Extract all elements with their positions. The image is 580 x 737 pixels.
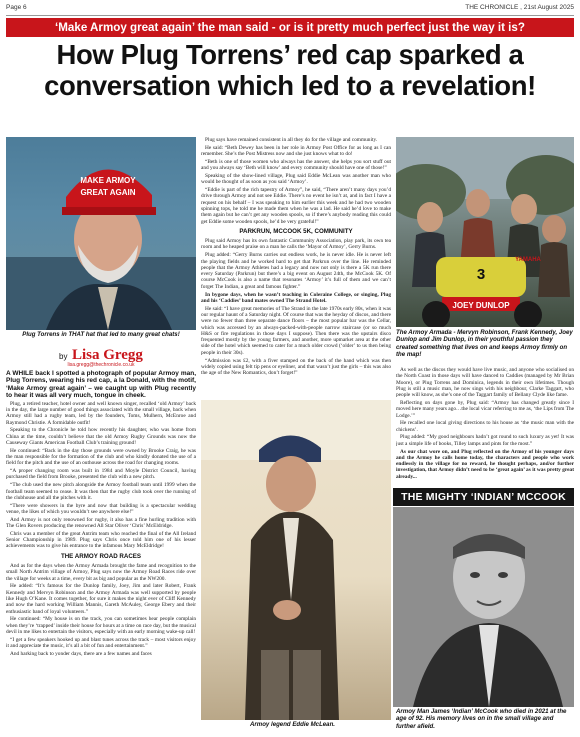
paragraph: Chris was a member of the great Antrim team who reached the final of the All Ireland Senior Championship in 1989. Plug says Chris once told him one of his lesser achievements was to give his entrance to the infamous Mary McEldridge! xyxy=(6,530,196,550)
byline xyxy=(6,346,196,368)
bike-brand: YAMAHA xyxy=(515,257,541,263)
paragraph: Plug says have remained consistent in all they do for the village and community. xyxy=(205,137,378,143)
paragraph: “The club used the new pitch alongside the Armoy football team until 1999 when the football team seemed to cease. It was then that the rugby club took over the running of the clubhouse and all the pitches with it. xyxy=(6,482,196,501)
lead-paragraph: A WHILE back I spotted a photograph of popular Armoy man, Plug Torrens, wearing his red cap, a la Donald, with the motif, ‘Make Armoy great again’ – we caught up with Plug recently to hear it was all very much, tongue in cheek. xyxy=(6,370,196,399)
mccook-banner: THE MIGHTY ‘INDIAN’ MCCOOK xyxy=(393,488,574,506)
article-column-1 xyxy=(6,370,196,730)
paragraph: Plug, a retired teacher, hotel owner and well known singer, recalled ‘old Armoy’ back in the day, the large number of good things associated with the small village, back when Armoy still had a rugby team, led by the founders, Toms, Mulhern, McEnroe and Raymond Christie. A formidable outfit! xyxy=(6,400,196,426)
eddie-mclean-caption: Armoy legend Eddie McLean. xyxy=(250,721,335,728)
paragraph: And Armoy is not only renowned for rugby, it also has a fine hurling tradition with The Glen Rovers producing the renowned All Star Oliver ‘Chris’ McEldridge. xyxy=(6,516,196,530)
subheading-road-races: THE ARMOY ROAD RACES xyxy=(60,552,142,560)
paragraph: “Beth is one of those women who always has the answer, she helps you sort stuff out and you always say ‘Beth will know’ and every community should have one of those!” xyxy=(201,158,391,172)
headline: How Plug Torrens’ red cap sparked a conversation which led to a revelation! xyxy=(44,39,536,101)
plug-torrens-photo xyxy=(6,137,196,330)
paragraph: He continued: “Back in the day those grounds were owned by Brooke Craig, he was the man responsible for the formation of the club and who kindly donated the use of a field for the pitch and the use of an outhouse across the road for changing rooms. xyxy=(6,447,196,467)
svg-text:MAKE ARMOY: MAKE ARMOY xyxy=(80,176,136,185)
paragraph: In bygone days, when he wasn’t teaching in Coleraine College, or singing, Plug and his ‘Caddies’ band mates owned The Strand Hotel. xyxy=(201,291,391,304)
header-rule xyxy=(6,15,574,16)
paragraph: “A proper changing room was built in 1984 and Moyle District Council, having purchased the field from Brooke, presented the club with a new pitch. xyxy=(6,468,196,481)
paragraph: And harking back to yonder days, there are a few names and faces xyxy=(10,650,152,657)
paragraph: Plug added: “My good neighbours hadn’t got round to such luxury as yet! It was just a simple life of books, Tilley lamps and pints for the most.” xyxy=(396,434,574,447)
mccook-photo xyxy=(393,507,574,707)
mccook-caption: Armoy Man James ‘Indian’ McCook who died in 2021 at the age of 92. His memory lives on in the small village and further afield. xyxy=(396,708,567,730)
paragraph: He continued: “My house is on the track, you can sometimes hear people complain when they’re ‘trapped’ inside their house for hours at a time on race day, but the musical devil in me likes to entertain the visitors, especially with an early morning wake-up call! xyxy=(6,616,196,635)
armoy-armada-caption: The Armoy Armada - Mervyn Robinson, Frank Kennedy, Joey Dunlop and Jim Dunlop, in their youthful passion they created something that lives on and keeps Armoy firmly on the map! xyxy=(396,329,573,359)
page-number: Page 6 xyxy=(6,4,27,11)
eddie-mclean-photo xyxy=(201,400,391,720)
armada-racers-illustration xyxy=(396,137,574,327)
author-name: Lisa Gregg xyxy=(71,347,143,363)
paragraph: He said: “I have great memories of The Strand in the late 1970s early 80s, when it was our regular haunt of a Saturday night. Of course that was the heyday of discos, and there were no fewer than three separate dance floors – the most popular bar was the Cellar, which was accessed by an always-packed-with-people narrow staircase (or so much H&S or fire regulations in those days I suppose). Then there was the upstairs disco frequented mostly by the young farmers, and another, more upmarket area at the other side of the hotel which seemed to cater for a much older crowd (‘older’ to us then being people in their 30s). xyxy=(201,305,391,356)
paragraph: He added: “It’s famous for the Dunlop family, Joey, Jim and later Robert, Frank Kennedy and Mervyn Robinson and the Armoy Armada was well supported by people like Hugh O’Kane. It comes together, for sure it makes the night ever of Cliff Kennedy and now the hard working William Mannis, Gareth McAuley, George Ebery and their enthusiastic band of loyal volunteers.” xyxy=(6,583,196,615)
plug-torrens-illustration xyxy=(6,137,196,330)
paragraph: He said: “Beth Dewey has been in her role in Armoy Post Office for as long as I can remember. She’s the Post Mistress now and she just knows what to do! xyxy=(201,144,391,158)
paragraph: Plug said Armoy has its own fantastic Community Association, play park, its own tea room and he heaped praise on a man he calls the ‘Mayor of Armoy’, Gerry Burns. xyxy=(201,238,391,251)
paragraph: “I get a few speakers hooked up and blast tunes across the track – most visitors enjoy it and appreciate the music, it’s all a bit of fun and entertainment.” xyxy=(6,636,196,650)
author-email: lisa.gregg@thechronicle.co.uk xyxy=(67,362,135,368)
plug-torrens-caption: Plug Torrens in THAT hat that led to many great chats! xyxy=(22,331,180,338)
running-header xyxy=(6,4,574,14)
paragraph: He recalled one local giving directions to his house as ‘the music man with the chickens’. xyxy=(396,420,574,433)
racing-number: 3 xyxy=(476,266,486,283)
paragraph: Speaking of the show-lined village, Plug said Eddie McLean was another man who would be thought of as soon as you said ‘Armoy’. xyxy=(201,172,391,186)
paragraph: “There were showers in the byre and now that building is a spectacular wedding venue, the likes of which you wouldn’t see anywhere else!” xyxy=(6,502,196,515)
paragraph: “Admission was £2, with a fiver stamped on the back of the hand which was then widely copied using felt tip pens or eyeliner, and that wasn’t just the girls – this was also the age of the New Romantics, don’t forget!” xyxy=(201,357,391,377)
paragraph: As our chat wore on, and Plug reflected on the Armoy of his younger days and the Armoy he calls home today, the characters and people who work endlessly in the village for no reward, he thought perhaps, and/or further investigation, that Armoy didn’t need to be ‘great again’ as it was pretty great already... xyxy=(396,448,574,480)
paragraph: As well as the discos they would have live music, and anyone who socialised on the North Coast in those days will have danced to Caddies (managed by Mr Brian Moore), or Plug Torrens and Dominica, legends in their own lifetimes. Though Plug is still a music man, he now sings with his neighbour, Clarke Taggart, who people will know, as she’s one of the Taggart family of Bellany Clyde like fame. xyxy=(396,367,574,399)
byline-by: by xyxy=(59,352,68,361)
paragraph: Reflecting on days gone by, Plug said: “Armoy has changed greatly since I moved here many years ago…the local vicar referring to me as, ‘the Lips from The Lodge.’” xyxy=(396,399,574,419)
svg-text:GREAT AGAIN: GREAT AGAIN xyxy=(80,188,136,197)
mccook-illustration xyxy=(393,507,574,707)
rider-sign: JOEY DUNLOP xyxy=(452,301,510,310)
article-column-2 xyxy=(201,137,391,395)
article-column-3 xyxy=(396,367,574,485)
subheading-parkrun: PARKRUN, MCCOOK 5K, COMMUNITY xyxy=(239,227,353,235)
publication-date: THE CHRONICLE , 21st August 2025 xyxy=(465,4,574,11)
paragraph: And as for the days when the Armoy Armada brought the fame and recognition to the small North Antrim village of Armoy, Plug says now the Armoy Road Races ride over the village for weeks at a time, every bit as big and popular as the NW200. xyxy=(6,563,196,582)
armoy-armada-photo xyxy=(396,137,574,327)
strapline-banner: ‘Make Armoy great again’ the man said - or is it pretty much perfect just the way it is? xyxy=(6,18,574,37)
paragraph: Speaking to the Chronicle he told how recently his daughter, who was home from China at the time, couldn’t believe that the old Armoy Rugby Grounds was now the Causeway Giants American Football Club’s training ground! xyxy=(6,427,196,446)
paragraph: Plug added: “Gerry Burns carries out endless work, he is never idle. He is never left the playing fields and he worked hard to get that Parkrun over the line. He reminded people that the Armoy Athletes had a legacy and now not only is there a 5K run there every Saturday (Parkrun) but there’s a big event on August 24th, the McCook 5K. Of course McCook is also a name that resonates ‘Armoy’ it’s full of them and we can’t forget The Indian, a great and famous fighter.” xyxy=(201,252,391,290)
paragraph: “Eddie is part of the rich tapestry of Armoy”, he said, “There aren’t many days you’d drive through Armoy and not see Eddie. There’s no event he isn’t at, and in fact I have a request on his behalf – I was speaking to him earlier this week and he had two wooden spinning tops, he told me he made them when he was a lad. He said he’d love to make them again but he can’t get any wooden spools, so if there’s anybody reading this could get Eddie some wooden spools, he’d be very grateful!” xyxy=(201,187,391,225)
eddie-mclean-illustration xyxy=(201,400,391,720)
